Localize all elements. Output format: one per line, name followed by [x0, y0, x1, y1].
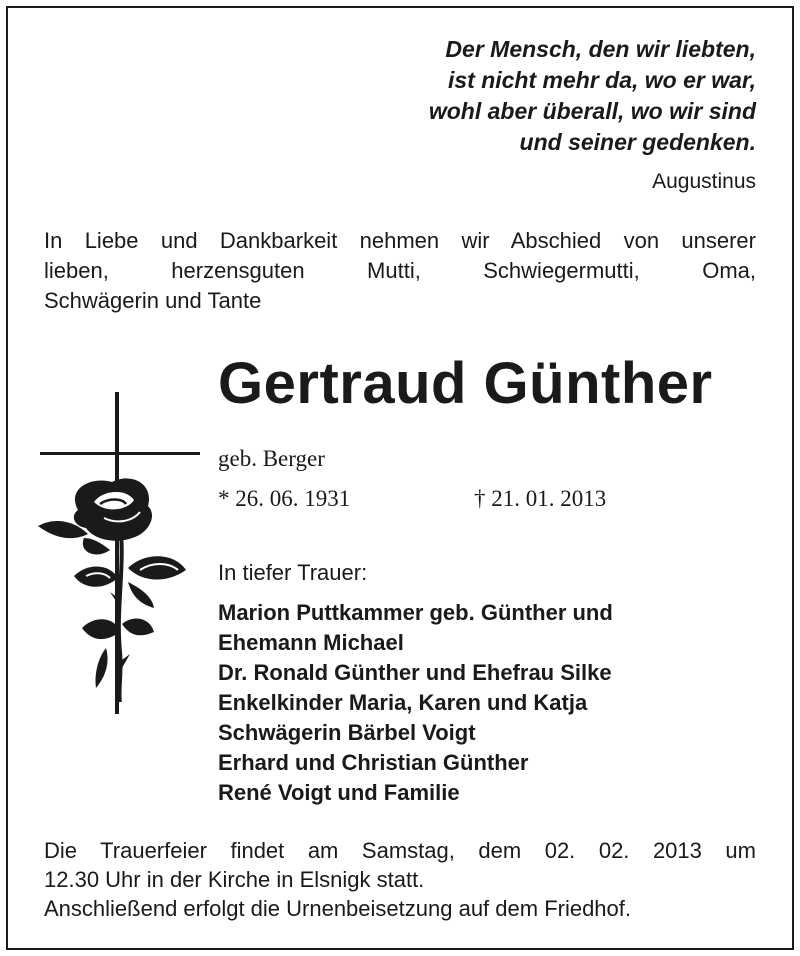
deceased-name: Gertraud Günther: [218, 351, 713, 416]
mourner-line: Schwägerin Bärbel Voigt: [218, 720, 476, 745]
quote-line-3: wohl aber überall, wo wir sind: [428, 98, 756, 124]
intro-line-3: Schwägerin und Tante: [44, 288, 262, 313]
funeral-line-3: Anschließend erfolgt die Urnenbeisetzung auf dem Friedhof.: [44, 896, 632, 921]
quote-line-1: Der Mensch, den wir liebten,: [445, 36, 756, 62]
funeral-line-2: 12.30 Uhr in der Kirche in Elsnigk statt.: [44, 867, 425, 892]
funeral-notice: [44, 836, 756, 923]
intro-line-2: lieben, herzensguten Mutti, Schwiegermutti, Oma,: [44, 258, 756, 283]
mourner-line: René Voigt und Familie: [218, 780, 460, 805]
quote-line-2: ist nicht mehr da, wo er war,: [447, 67, 756, 93]
mourning-heading: In tiefer Trauer:: [218, 560, 368, 585]
mourner-line: Erhard und Christian Günther: [218, 750, 529, 775]
mourner-line: Dr. Ronald Günther und Ehefrau Silke: [218, 660, 612, 685]
mourner-line: Marion Puttkammer geb. Günther und: [218, 600, 613, 625]
quote-author: Augustinus: [652, 170, 756, 193]
funeral-line-1: Die Trauerfeier findet am Samstag, dem 02. 02. 2013 um: [44, 838, 756, 863]
mourners-list: [218, 598, 613, 808]
mourner-line: Ehemann Michael: [218, 630, 404, 655]
quote-line-4: und seiner gedenken.: [519, 129, 756, 155]
intro-line-1: In Liebe und Dankbarkeit nehmen wir Abschied von unserer: [44, 228, 756, 253]
mourner-line: Enkelkinder Maria, Karen und Katja: [218, 690, 588, 715]
intro-text: [44, 226, 756, 316]
death-date: † 21. 01. 2013: [474, 486, 607, 511]
cross-with-rose-icon: [36, 392, 206, 714]
birth-name: geb. Berger: [218, 446, 325, 471]
birth-date: * 26. 06. 1931: [218, 486, 351, 511]
